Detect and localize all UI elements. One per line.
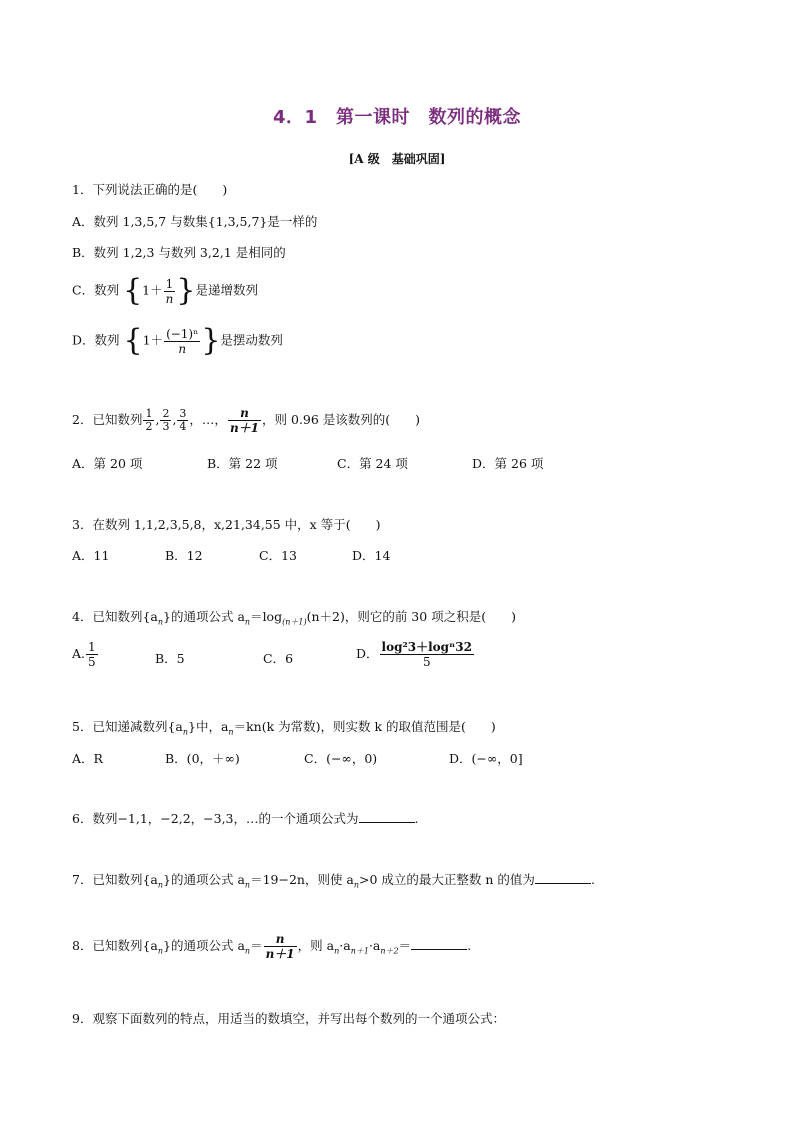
fraction-denominator: 5 bbox=[422, 655, 431, 669]
q2-suffix: ，则 0.96 是该数列的( ) bbox=[262, 412, 421, 427]
q1-d-fraction bbox=[164, 327, 200, 356]
subscript: n bbox=[157, 946, 164, 956]
q3-option-c: C．13 bbox=[259, 548, 297, 563]
q2-dots: ，…， bbox=[189, 412, 227, 427]
q7-text: >0 成立的最大正整数 n 的值为 bbox=[359, 872, 535, 887]
q4-option-d bbox=[356, 640, 475, 669]
fraction-denominator: n bbox=[178, 341, 187, 356]
fraction-numerator: 1 bbox=[88, 640, 96, 654]
q1-c-suffix: 是递增数列 bbox=[195, 282, 258, 298]
subscript: n bbox=[244, 946, 251, 956]
fraction-numerator: 2 bbox=[162, 407, 170, 420]
subscript: n bbox=[244, 880, 251, 890]
q8-text: ·a bbox=[339, 938, 351, 953]
q8-text: }的通项公式 a bbox=[163, 938, 245, 953]
subscript: n bbox=[182, 727, 189, 737]
q4-stem-part: 4．已知数列{a bbox=[72, 609, 158, 624]
q7-text: }的通项公式 a bbox=[163, 872, 245, 887]
q8-stem bbox=[72, 932, 471, 961]
q4-stem-part: ＝log bbox=[250, 609, 283, 624]
q2-fraction-n bbox=[228, 406, 261, 435]
q4-a-fraction bbox=[86, 640, 98, 669]
left-brace: { bbox=[123, 323, 143, 358]
q6-text: 6．数列−1,1，−2,2，−3,3，…的一个通项公式为 bbox=[72, 811, 359, 826]
fraction-denominator: 4 bbox=[179, 420, 187, 433]
q8-end: . bbox=[467, 938, 472, 953]
q5-stem-part: 5．已知递减数列{a bbox=[72, 719, 183, 734]
answer-blank[interactable] bbox=[535, 883, 591, 884]
fraction-denominator: 2 bbox=[145, 420, 153, 433]
fraction-numerator: 1 bbox=[145, 407, 153, 420]
right-brace: } bbox=[201, 323, 221, 358]
subscript: n＋2 bbox=[380, 946, 399, 956]
q8-text: ＝ bbox=[398, 938, 412, 953]
q8-fraction bbox=[264, 932, 297, 961]
q4-stem-part: }的通项公式 a bbox=[163, 609, 245, 624]
q5-stem bbox=[72, 719, 496, 735]
q3-stem: 3．在数列 1,1,2,3,5,8，x,21,34,55 中，x 等于( ) bbox=[72, 517, 381, 532]
q3-option-a: A．11 bbox=[72, 548, 110, 563]
q1-d-suffix: 是摆动数列 bbox=[220, 332, 283, 348]
q4-stem bbox=[72, 609, 516, 625]
fraction-denominator: 3 bbox=[162, 420, 170, 433]
fraction-denominator: n bbox=[165, 291, 174, 306]
q2-fraction-2 bbox=[160, 408, 171, 433]
answer-blank[interactable] bbox=[359, 822, 415, 823]
fraction-numerator: n bbox=[264, 932, 297, 947]
q5-stem-part: }中，a bbox=[188, 719, 229, 734]
q8-text: 8．已知数列{a bbox=[72, 938, 158, 953]
q4-d-fraction bbox=[380, 640, 474, 669]
q2-prefix: 2．已知数列 bbox=[72, 412, 143, 427]
q8-text: ＝ bbox=[250, 938, 263, 953]
q1-stem: 1．下列说法正确的是( ) bbox=[72, 182, 228, 197]
q4-stem-part: (n＋2)，则它的前 30 项之积是( ) bbox=[306, 609, 516, 624]
q4-option-b: B．5 bbox=[155, 651, 185, 666]
q2-fraction-3 bbox=[177, 408, 188, 433]
option-label: A. bbox=[72, 646, 86, 661]
page-title: 4．1 第一课时 数列的概念 bbox=[272, 107, 522, 128]
q8-text: ，则 a bbox=[297, 938, 335, 953]
fraction-numerator: log²3＋logⁿ32 bbox=[381, 640, 472, 654]
q7-stem bbox=[72, 872, 595, 888]
q5-option-d: D．(−∞，0] bbox=[449, 751, 523, 766]
q2-fraction-1 bbox=[143, 408, 154, 433]
q7-text: ＝19−2n，则使 a bbox=[250, 872, 354, 887]
q2-option-a: A．第 20 项 bbox=[72, 456, 143, 471]
q3-option-d: D．14 bbox=[352, 548, 391, 563]
subscript: n bbox=[228, 727, 234, 737]
q2-stem: 2．已知数列 $\frac{1}{2}$ , $\frac{2}{3}$ , $\frac{3}{4}$ ，…， $\frac{n}{n+1}$ ，则 0.96 是该数列的( ) bbox=[72, 406, 421, 435]
q4-option-c: C．6 bbox=[263, 651, 294, 666]
subscript: n bbox=[353, 880, 360, 890]
subscript: n bbox=[244, 617, 251, 627]
fraction-numerator: 1 bbox=[164, 277, 176, 292]
subscript: (n＋1) bbox=[282, 617, 307, 627]
q5-stem-part: ＝kn(k 为常数)，则实数 k 的取值范围是( ) bbox=[233, 719, 496, 734]
q6-stem bbox=[72, 811, 419, 827]
q2-option-d: D．第 26 项 bbox=[472, 456, 544, 471]
q1-c-fraction bbox=[164, 277, 176, 306]
subscript: n＋1 bbox=[350, 946, 369, 956]
q2-option-c: C．第 24 项 bbox=[337, 456, 408, 471]
q1-option-b: B．数列 1,2,3 与数列 3,2,1 是相同的 bbox=[72, 245, 286, 260]
fraction-numerator: 3 bbox=[179, 407, 187, 420]
left-brace: { bbox=[123, 273, 143, 308]
right-brace: } bbox=[176, 273, 196, 308]
subscript: n bbox=[157, 617, 164, 627]
q5-option-c: C．(−∞，0) bbox=[304, 751, 378, 766]
q1-option-d bbox=[72, 323, 283, 358]
q4-option-a bbox=[72, 640, 99, 669]
q5-option-a: A．R bbox=[72, 751, 103, 766]
q7-text: 7．已知数列{a bbox=[72, 872, 158, 887]
q7-end: . bbox=[590, 872, 595, 887]
q9-stem: 9．观察下面数列的特点，用适当的数填空，并写出每个数列的一个通项公式： bbox=[72, 1011, 505, 1026]
fraction-denominator: 5 bbox=[88, 655, 96, 669]
fraction-denominator: n＋1 bbox=[229, 421, 260, 435]
q1-d-one-plus: 1＋ bbox=[142, 332, 164, 348]
section-level: [A 级 基础巩固] bbox=[348, 152, 446, 166]
q1-option-a: A．数列 1,3,5,7 与数集{1,3,5,7}是一样的 bbox=[72, 214, 318, 229]
subscript: n bbox=[334, 946, 340, 956]
q1-option-c bbox=[72, 273, 258, 308]
q5-option-b: B．(0，＋∞) bbox=[165, 751, 240, 766]
q1-d-prefix: D．数列 bbox=[72, 332, 120, 348]
q2-option-b: B．第 22 项 bbox=[207, 456, 278, 471]
fraction-denominator: n＋1 bbox=[265, 947, 295, 961]
q1-c-one-plus: 1＋ bbox=[142, 282, 163, 298]
q6-end: . bbox=[414, 811, 419, 826]
fraction-numerator: n bbox=[228, 406, 261, 421]
q1-c-prefix: C．数列 bbox=[72, 282, 120, 298]
fraction-numerator: (−1)ⁿ bbox=[166, 326, 199, 341]
q8-text: ·a bbox=[368, 938, 381, 953]
q3-option-b: B．12 bbox=[165, 548, 203, 563]
answer-blank[interactable] bbox=[411, 949, 467, 950]
subscript: n bbox=[157, 880, 164, 890]
option-label: D． bbox=[356, 646, 379, 661]
